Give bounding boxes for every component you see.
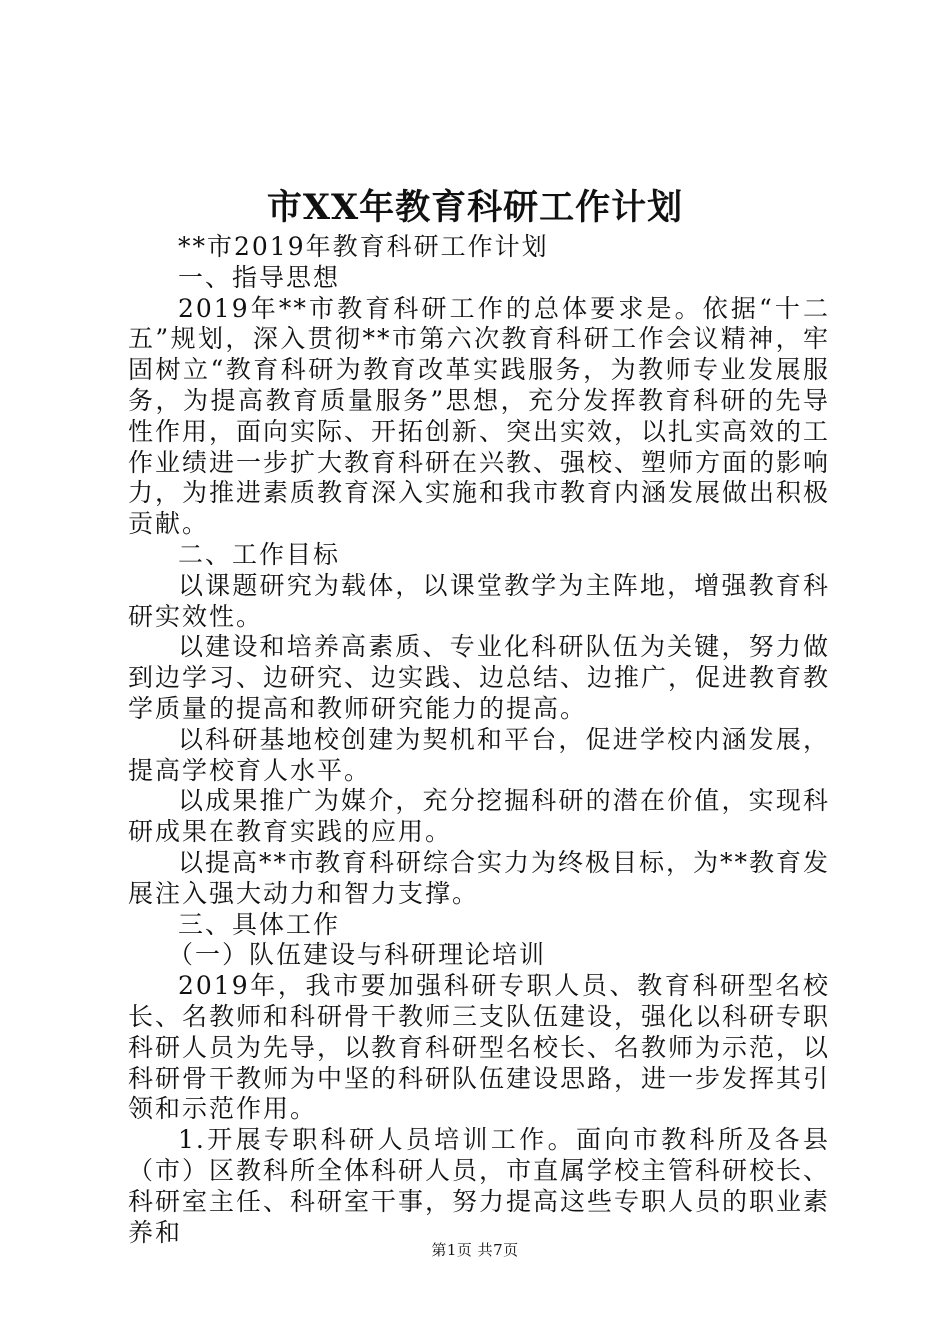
body-paragraph: 以提高**市教育科研综合实力为终极目标，为**教育发展注入强大动力和智力支撑。 <box>128 847 831 908</box>
body-paragraph: 以课题研究为载体，以课堂教学为主阵地，增强教育科研实效性。 <box>128 570 830 631</box>
document-body <box>128 232 830 1248</box>
body-paragraph: 1.开展专职科研人员培训工作。面向市教科所及各县（市）区教科所全体科研人员，市直属学校主管科研校长、科研室主任、科研室干事，努力提高这些专职人员的职业素养和 <box>128 1125 831 1247</box>
subsection-heading: （一）队伍建设与科研理论培训 <box>168 940 547 970</box>
section-heading-specific-work: 三、具体工作 <box>178 909 341 939</box>
section-heading-work-goals: 二、工作目标 <box>178 539 341 569</box>
document-title: 市XX年教育科研工作计划 <box>266 187 684 228</box>
body-paragraph: 以科研基地校创建为契机和平台，促进学校内涵发展，提高学校育人水平。 <box>128 724 830 785</box>
body-paragraph: 2019年，我市要加强科研专职人员、教育科研型名校长、名教师和科研骨干教师三支队伍建设，强化以科研专职科研人员为先导，以教育科研型名校长、名教师为示范，以科研骨干教师为中坚的科研队伍建设思路，进一步发挥其引领和示范作用。 <box>128 971 831 1124</box>
page-number-footer: 第1页 共7页 <box>431 1241 519 1259</box>
body-paragraph: 2019年**市教育科研工作的总体要求是。依据“十二五”规划，深入贯彻**市第六次教育科研工作会议精神，牢固树立“教育科研为教育改革实践服务，为教师专业发展服务，为提高教育质量服务”思想，充分发挥教育科研的先导性作用，面向实际、开拓创新、突出实效，以扎实高效的工作业绩进一步扩大教育科研在兴教、强校、塑师方面的影响力，为推进素质教育深入实施和我市教育内涵发展做出积极贡献。 <box>128 293 831 539</box>
body-paragraph: 以成果推广为媒介，充分挖掘科研的潜在价值，实现科研成果在教育实践的应用。 <box>128 786 830 847</box>
subtitle-paragraph: **市2019年教育科研工作计划 <box>178 232 549 261</box>
section-heading-guiding-ideology: 一、指导思想 <box>178 262 341 292</box>
body-paragraph: 以建设和培养高素质、专业化科研队伍为关键，努力做到边学习、边研究、边实践、边总结、边推广，促进教育教学质量的提高和教师研究能力的提高。 <box>128 632 831 723</box>
